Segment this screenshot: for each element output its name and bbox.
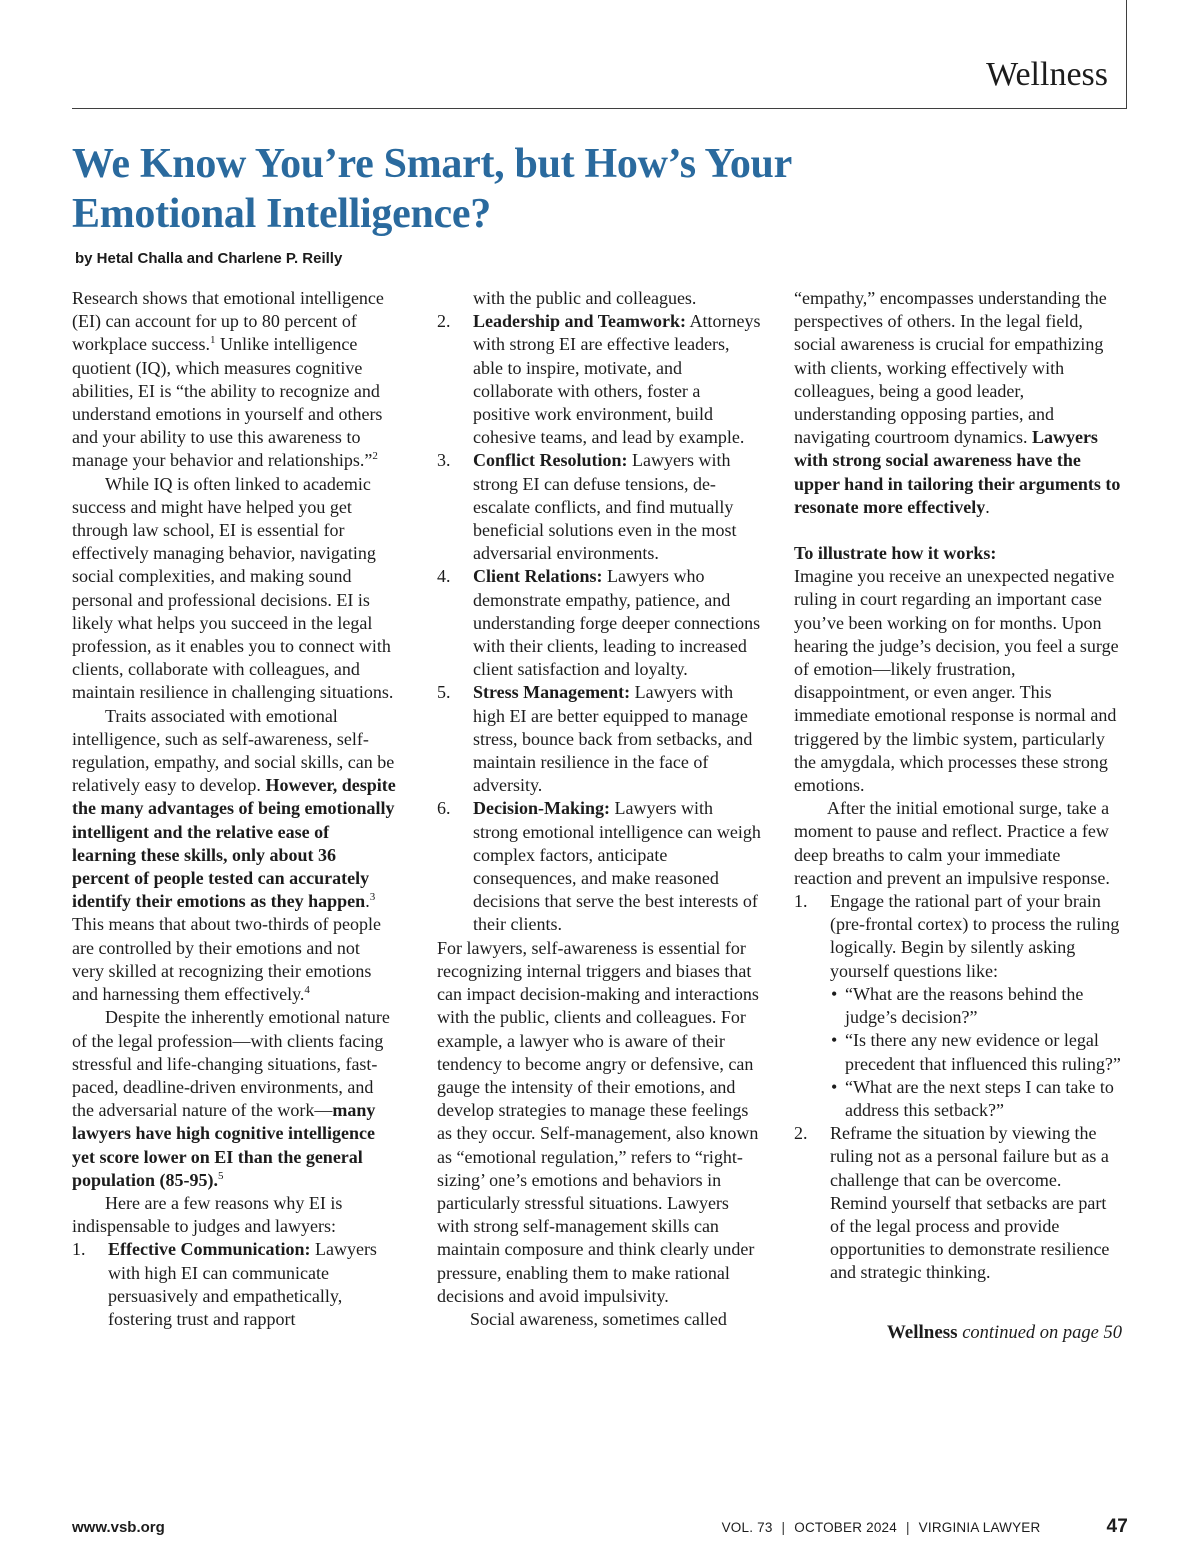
list-item: [437, 681, 761, 797]
text-run: Research shows that emotional intelligence (EI) can account for up to 80 percent of workplace success.: [72, 288, 384, 355]
paragraph: [794, 565, 1122, 797]
footnote-ref: 2: [372, 450, 378, 463]
footer-right: [722, 1516, 1128, 1538]
subheading: [794, 542, 1122, 565]
paragraph: [72, 1006, 396, 1192]
text-run: continued on page 50: [957, 1322, 1122, 1343]
text-run: Effective Communication:: [108, 1239, 311, 1260]
text-run: Decision-Making:: [473, 798, 610, 819]
footer-separator: |: [905, 1520, 910, 1535]
text-run: Lawyers with strong EI can defuse tensions, de-escalate conflicts, and find mutually beneficial solutions even in the most adversarial environments.: [473, 450, 737, 564]
bullet-item: [794, 1076, 1122, 1122]
list-item: [437, 449, 761, 565]
text-run: Stress Management:: [473, 682, 631, 703]
footnote-ref: 5: [218, 1169, 224, 1182]
text-run: Engage the rational part of your brain (pre-frontal cortex) to process the ruling logically. Begin by silently asking yourself questions like:: [830, 891, 1120, 981]
paragraph: [72, 473, 396, 705]
footnote-ref: 1: [209, 334, 216, 347]
list-number: 5.: [437, 682, 451, 703]
text-run: Reframe the situation by viewing the ruling not as a personal failure but as a challenge that can be overcome. Remind yourself that setbacks are part of the legal process and provide opportunities to demonstrate resilience and strategic thinking.: [830, 1123, 1110, 1283]
text-run: Here are a few reasons why EI is indispensable to judges and lawyers:: [72, 1192, 343, 1237]
text-run: Imagine you receive an unexpected negative ruling in court regarding an important case you’ve been working on for months. Upon hearing the judge’s decision, you feel a surge of emotion—likely frustration, disappointment, or even anger. This immediate emotional response is normal and triggered by the limbic system, particularly the amygdala, which processes these strong emotions.: [794, 566, 1119, 796]
bullet-item: [794, 983, 1122, 1029]
paragraph: [437, 937, 761, 1308]
text-run: This means that about two-thirds of people are controlled by their emotions and not very skilled at recognizing their emotions and harnessing them effectively.: [72, 914, 381, 1005]
text-run: .: [365, 891, 370, 912]
text-run: However, despite the many advantages of being emotionally intelligent and the relative ease of learning these skills, only about 36 percent of people tested can accurately identify their emotions as they happen: [72, 775, 396, 912]
footer-publication: VIRGINIA LAWYER: [918, 1520, 1041, 1535]
text-run: .: [985, 496, 990, 517]
byline: by Hetal Challa and Charlene P. Reilly: [75, 250, 343, 267]
text-run: Lawyers with strong social awareness have the upper hand in tailoring their arguments to resonate more effectively: [794, 427, 1121, 517]
list-number: 1.: [72, 1239, 86, 1260]
list-item: [437, 797, 761, 936]
footer-separator: |: [781, 1520, 786, 1535]
list-item: [794, 1122, 1122, 1284]
list-number: 3.: [437, 450, 451, 471]
bullet-icon: •: [831, 1076, 838, 1097]
list-number: 4.: [437, 566, 451, 587]
column-2: [437, 287, 761, 1345]
list-number: 2.: [437, 311, 451, 332]
list-number: 6.: [437, 798, 451, 819]
text-run: Lawyers with strong emotional intelligence can weigh complex factors, anticipate consequences, and make reasoned decisions that serve the best interests of their clients.: [473, 798, 761, 935]
paragraph-continuation: [437, 287, 761, 310]
list-number: 1.: [794, 891, 808, 912]
continued-notice: [794, 1321, 1122, 1345]
text-run: Leadership and Teamwork:: [473, 311, 687, 332]
text-run: Conflict Resolution:: [473, 450, 628, 471]
paragraph: [72, 287, 396, 473]
text-run: Lawyers with high EI are better equipped to manage stress, bounce back from setbacks, and maintain resilience in the face of adversity.: [473, 682, 753, 796]
footer-website: www.vsb.org: [72, 1519, 165, 1536]
text-run: Social awareness, sometimes called: [470, 1308, 727, 1329]
text-run: Client Relations:: [473, 566, 603, 587]
header-vertical-rule: [1126, 0, 1127, 109]
header-rule: [72, 108, 1127, 109]
column-1: [72, 287, 396, 1345]
text-run: many lawyers have high cognitive intelligence yet score lower on EI than the general population (85-95).: [72, 1100, 376, 1190]
text-run: “What are the next steps I can take to address this setback?”: [845, 1076, 1114, 1120]
text-run: Traits associated with emotional intelligence, such as self-awareness, self-regulation, empathy, and social skills, can be relatively easy to develop.: [72, 705, 395, 796]
text-run: Lawyers who demonstrate empathy, patience, and understanding forge deeper connections with their clients, leading to increased client satisfaction and loyalty.: [473, 566, 761, 680]
section-label: Wellness: [986, 56, 1108, 93]
text-run: “Is there any new evidence or legal precedent that influenced this ruling?”: [845, 1030, 1121, 1074]
paragraph: [72, 705, 396, 1007]
text-run: Wellness: [886, 1321, 958, 1343]
text-run: with the public and colleagues.: [473, 288, 697, 308]
bullet-icon: •: [831, 983, 838, 1004]
text-run: “empathy,” encompasses understanding the perspectives of others. In the legal field, social awareness is crucial for empathizing with clients, working effectively with colleagues, being a good leader, understanding opposing parties, and navigating courtroom dynamics.: [794, 288, 1107, 448]
paragraph: [437, 1308, 761, 1331]
text-run: While IQ is often linked to academic success and might have helped you get through law school, EI is essential for effectively managing behavior, navigating social complexities, and making sound personal and professional decisions. EI is likely what helps you succeed in the legal profession, as it enables you to connect with clients, collaborate with colleagues, and maintain resilience in challenging situations.: [72, 473, 394, 703]
list-item: [794, 890, 1122, 983]
text-run: Unlike intelligence quotient (IQ), which measures cognitive abilities, EI is “the ability to recognize and understand emotions in yourself and others and your ability to use this awareness to manage your behavior and relationships.”: [72, 334, 383, 471]
paragraph: [72, 1192, 396, 1238]
text-run: Attorneys with strong EI are effective leaders, able to inspire, motivate, and collaborate with others, foster a positive work environment, build cohesive teams, and lead by example.: [473, 311, 761, 448]
page-footer: [72, 1516, 1128, 1538]
paragraph: [794, 797, 1122, 890]
text-run: “What are the reasons behind the judge’s decision?”: [845, 983, 1084, 1028]
column-3: [794, 287, 1122, 1345]
footnote-ref: 4: [304, 984, 310, 997]
list-item: [72, 1238, 396, 1331]
text-run: To illustrate how it works:: [794, 543, 997, 564]
article-title: We Know You’re Smart, but How’s Your Emotional Intelligence?: [72, 141, 792, 238]
bullet-icon: •: [831, 1030, 838, 1051]
paragraph: [794, 287, 1122, 519]
article-body: [72, 287, 1128, 1345]
text-run: After the initial emotional surge, take a moment to pause and reflect. Practice a few deep breaths to calm your immediate reaction and prevent an impulsive response.: [794, 798, 1110, 888]
footer-volume: VOL. 73: [721, 1520, 773, 1535]
bullet-item: [794, 1029, 1122, 1075]
text-run: For lawyers, self-awareness is essential for recognizing internal triggers and biases that can impact decision-making and interactions with the public, clients and colleagues. For example, a lawyer who is aware of their tendency to become angry or defensive, can gauge the intensity of their emotions, and develop strategies to manage these feelings as they occur. Self-management, also known as “emotional regulation,” refers to “right-sizing’ one’s emotions and behaviors in particularly stressful situations. Lawyers with strong self-management skills can maintain composure and think clearly under pressure, enabling them to make rational decisions and avoid impulsivity.: [437, 937, 759, 1306]
footnote-ref: 3: [369, 891, 376, 904]
text-run: Despite the inherently emotional nature of the legal profession—with clients facing stressful and life-changing situations, fast-paced, deadline-driven environments, and the adversarial nature of the work—: [72, 1007, 390, 1121]
list-item: [437, 565, 761, 681]
text-run: Lawyers with high EI can communicate persuasively and empathetically, fostering trust and rapport: [108, 1239, 377, 1329]
list-number: 2.: [794, 1123, 808, 1144]
footer-date: OCTOBER 2024: [794, 1520, 897, 1535]
page-number: 47: [1106, 1516, 1128, 1537]
list-item: [437, 310, 761, 449]
